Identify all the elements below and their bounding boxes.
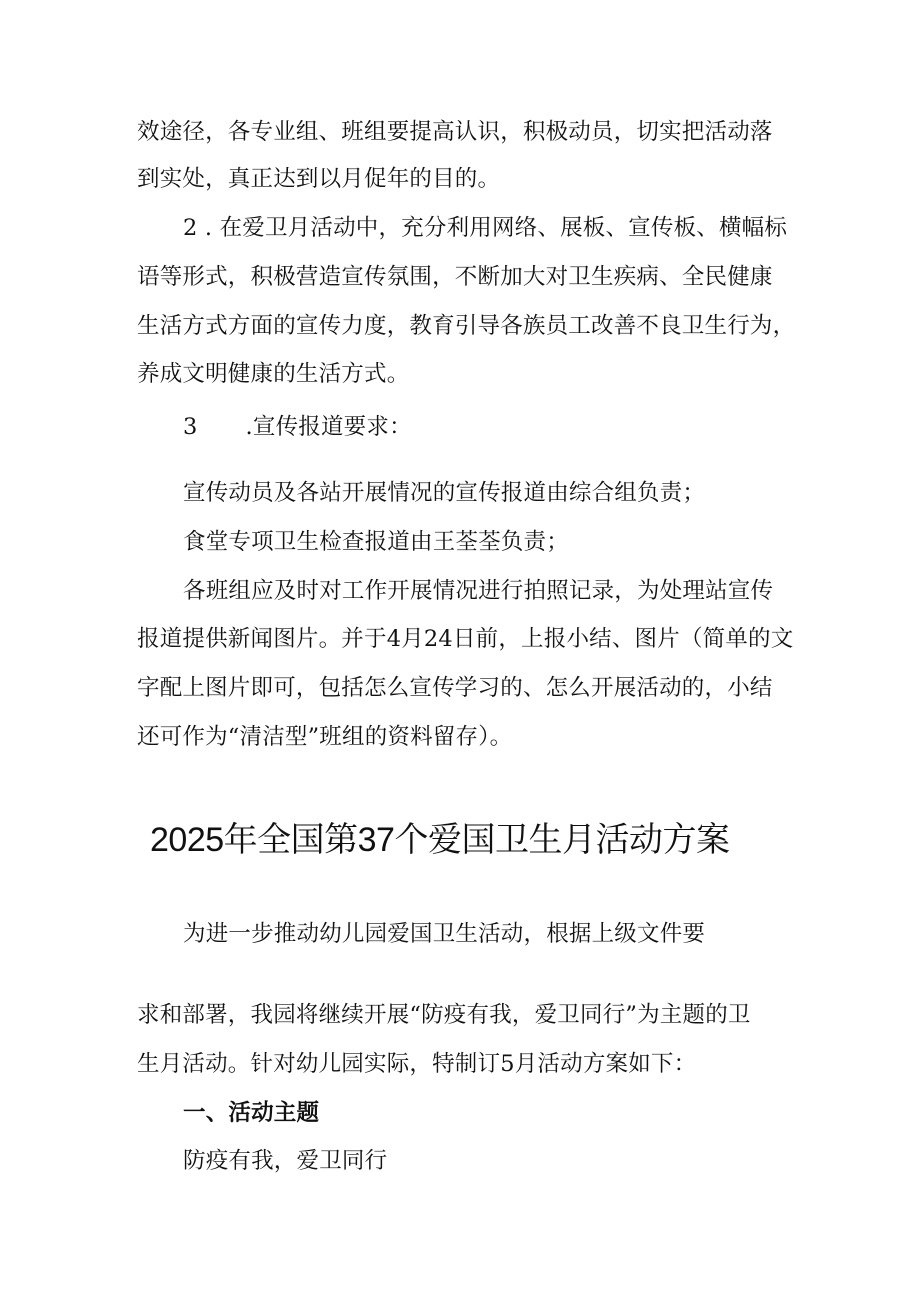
- paragraph-line: 生月活动。针对幼儿园实际，特制订5月活动方案如下：: [137, 1051, 697, 1077]
- list-number: 3: [183, 414, 198, 440]
- paragraph-line: 效途径，各专业组、班组要提高认识，积极动员，切实把活动落: [137, 119, 773, 145]
- paragraph-line: 防疫有我，爱卫同行: [183, 1148, 388, 1174]
- paragraph-line: 字配上图片即可，包括怎么宣传学习的、怎么开展活动的，小结: [137, 675, 773, 701]
- paragraph-line: 养成文明健康的生活方式。: [137, 361, 410, 387]
- paragraph-line: 生活方式方面的宣传力度，教育引导各族员工改善不良卫生行为，: [137, 313, 796, 339]
- paragraph-line: 为进一步推动幼儿园爱国卫生活动，根据上级文件要: [183, 921, 706, 947]
- paragraph-line: 食堂专项卫生检查报道由王荃荃负责；: [183, 529, 569, 555]
- paragraph-line: 宣传动员及各站开展情况的宣传报道由综合组负责；: [183, 480, 706, 506]
- paragraph-line: 语等形式，积极营造宣传氛围，不断加大对卫生疾病、全民健康: [137, 264, 773, 290]
- paragraph-line: 报道提供新闻图片。并于4月24日前，上报小结、图片（简单的文: [137, 626, 794, 652]
- document-title: 2025年全国第37个爱国卫生月活动方案: [150, 821, 730, 859]
- paragraph-line: 各班组应及时对工作开展情况进行拍照记录，为处理站宣传: [183, 578, 774, 604]
- list-item-text: .宣传报道要求：: [245, 414, 412, 440]
- section-heading: 一、活动主题: [183, 1100, 320, 1125]
- paragraph-line: 还可作为“清洁型”班组的资料留存）。: [137, 724, 513, 750]
- list-item-3: [183, 412, 412, 442]
- paragraph-line: 求和部署，我园将继续开展“防疫有我，爱卫同行”为主题的卫: [137, 1002, 751, 1028]
- paragraph-line: 2 . 在爱卫月活动中，充分利用网络、展板、宣传板、横幅标: [183, 215, 788, 241]
- paragraph-line: 到实处，真正达到以月促年的目的。: [137, 166, 501, 192]
